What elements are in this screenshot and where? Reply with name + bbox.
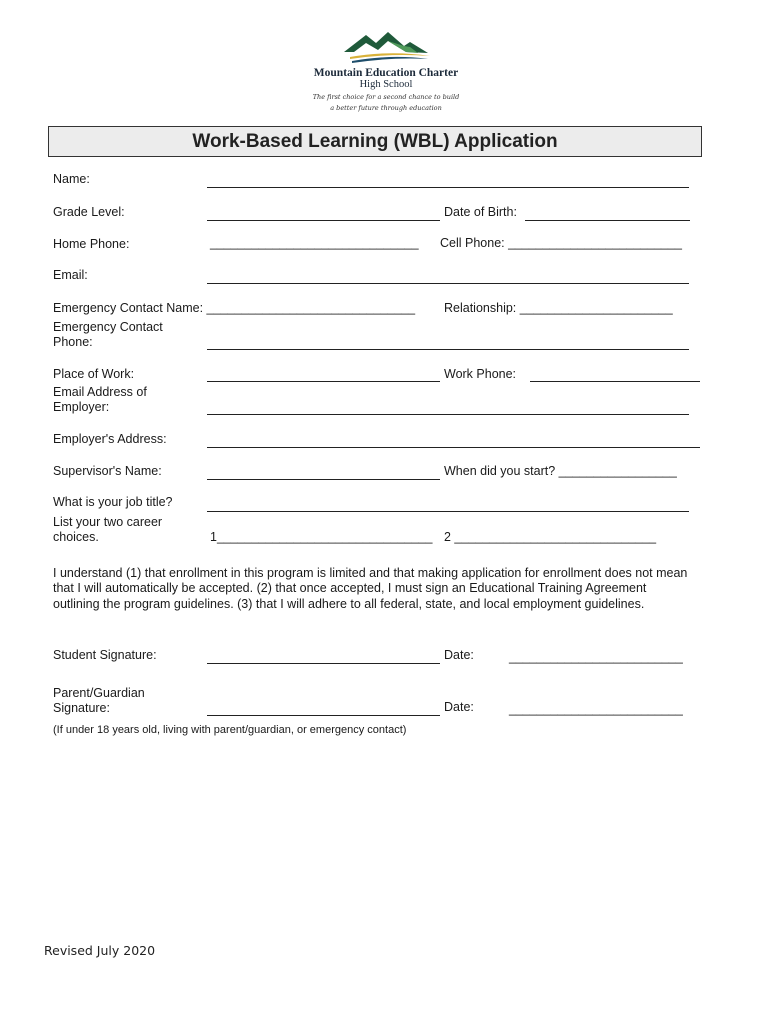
email-field[interactable]	[207, 283, 689, 284]
work-phone-field[interactable]	[530, 381, 700, 382]
logo-mountain-left	[344, 32, 428, 53]
career-choice-2-field[interactable]: 2 _____________________________	[444, 530, 657, 544]
school-logo	[310, 26, 470, 70]
employer-email-label-2: Employer:	[53, 400, 110, 414]
name-label: Name:	[53, 172, 90, 186]
school-tagline-2: a better future through education	[330, 104, 442, 112]
parent-signature-note: (If under 18 years old, living with parent/guardian, or emergency contact)	[53, 724, 407, 736]
supervisor-name-label: Supervisor's Name:	[53, 464, 162, 478]
student-date-label: Date:	[444, 648, 474, 662]
school-name: Mountain Education Charter	[313, 67, 459, 79]
career-choices-label-1: List your two career	[53, 515, 163, 529]
employer-address-label: Employer's Address:	[53, 432, 167, 446]
home-phone-field[interactable]: ______________________________	[210, 236, 419, 250]
relationship-field[interactable]: Relationship: ______________________	[444, 301, 673, 315]
supervisor-name-field[interactable]	[207, 479, 440, 480]
start-date-field[interactable]: When did you start? _________________	[444, 464, 677, 478]
parent-signature-field[interactable]	[207, 715, 440, 716]
parent-date-field[interactable]: _________________________	[509, 702, 683, 716]
date-of-birth-field[interactable]	[525, 220, 690, 221]
job-title-field[interactable]	[207, 511, 689, 512]
parent-date-label: Date:	[444, 700, 474, 714]
grade-level-label: Grade Level:	[53, 205, 125, 219]
emergency-phone-field[interactable]	[207, 349, 689, 350]
employer-email-label-1: Email Address of	[53, 385, 147, 399]
place-of-work-field[interactable]	[207, 381, 440, 382]
logo-swoosh-blue	[352, 57, 428, 63]
emergency-contact-name-field[interactable]: Emergency Contact Name: ______________________________	[53, 301, 416, 315]
school-subtitle: High School	[359, 79, 413, 90]
job-title-label: What is your job title?	[53, 495, 173, 509]
name-field[interactable]	[207, 187, 689, 188]
parent-signature-label-1: Parent/Guardian	[53, 686, 145, 700]
student-signature-field[interactable]	[207, 663, 440, 664]
emergency-phone-label-1: Emergency Contact	[53, 320, 163, 334]
student-date-field[interactable]: _________________________	[509, 650, 683, 664]
home-phone-label: Home Phone:	[53, 237, 130, 251]
work-phone-label: Work Phone:	[444, 367, 517, 381]
statement-line: I understand (1) that enrollment in this program is limited and that making application for enrollment does not mean	[53, 566, 688, 580]
career-choices-label-2: choices.	[53, 530, 99, 544]
date-of-birth-label: Date of Birth:	[444, 205, 517, 219]
employer-email-field[interactable]	[207, 414, 689, 415]
place-of-work-label: Place of Work:	[53, 367, 135, 381]
career-choice-1-field[interactable]: 1_______________________________	[210, 530, 433, 544]
student-signature-label: Student Signature:	[53, 648, 157, 662]
grade-level-field[interactable]	[207, 220, 440, 221]
emergency-phone-label-2: Phone:	[53, 335, 93, 349]
title-banner	[48, 126, 702, 157]
statement-line: outlining the program guidelines. (3) that I will adhere to all federal, state, and local employment guidelines.	[53, 596, 645, 611]
revision-date: Revised July 2020	[44, 943, 156, 958]
cell-phone-field[interactable]: Cell Phone: _________________________	[440, 236, 682, 250]
email-label: Email:	[53, 268, 88, 282]
statement-line: that I will automatically be accepted. (2) that once accepted, I must sign an Educational Training Agreement	[53, 581, 647, 596]
parent-signature-label-2: Signature:	[53, 701, 110, 715]
employer-address-field[interactable]	[207, 447, 700, 448]
school-tagline-1: The first choice for a second chance to build	[312, 93, 460, 101]
agreement-statement	[53, 566, 703, 612]
page-title: Work-Based Learning (WBL) Application	[192, 131, 558, 152]
